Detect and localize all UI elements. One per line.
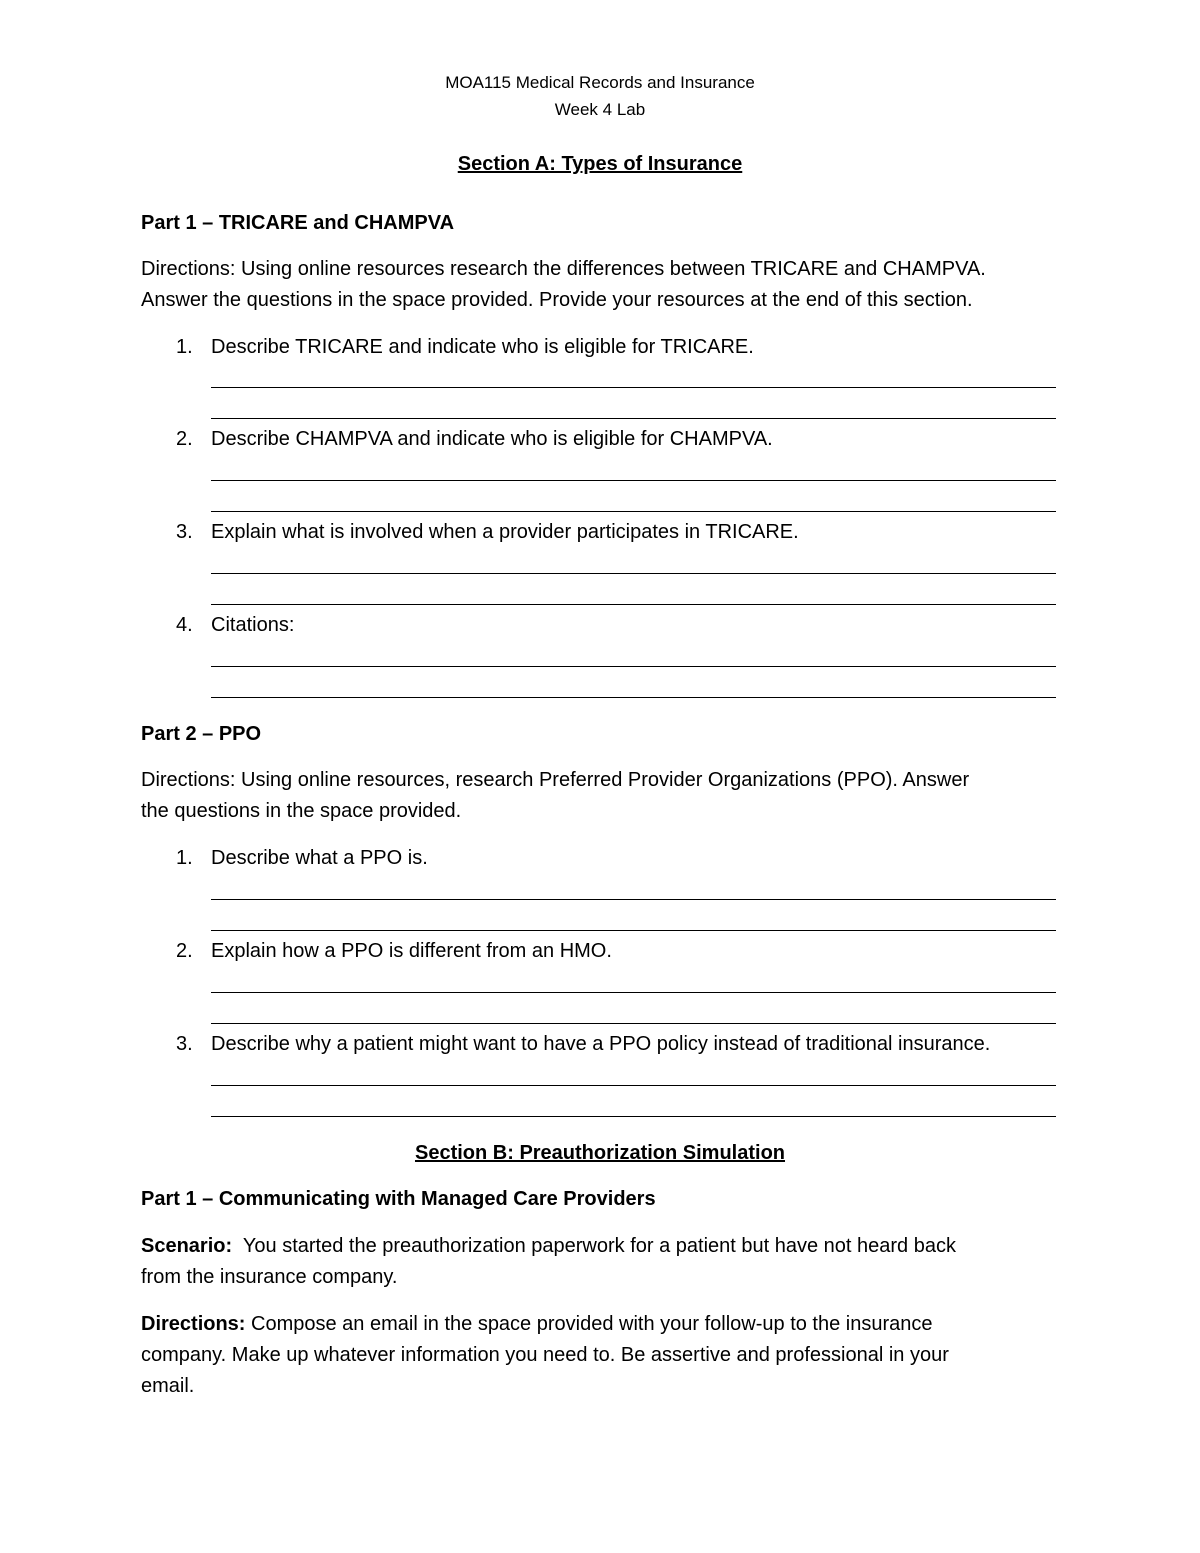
question-text: Describe why a patient might want to have a PPO policy instead of traditional insurance. [211,1033,991,1055]
answer-line[interactable] [211,1023,1056,1024]
directions-line1 [141,1313,933,1336]
directions-text: Compose an email in the space provided with your follow-up to the insurance [245,1313,933,1335]
question-number: 4. [176,614,193,636]
question-number: 2. [176,940,193,962]
answer-line[interactable] [211,1085,1056,1086]
section-a-part2-directions-line1: Directions: Using online resources, research Preferred Provider Organizations (PPO). Answer [141,769,970,791]
document-course-title: MOA115 Medical Records and Insurance [445,73,755,92]
section-a-part1-directions-line1: Directions: Using online resources research the differences between TRICARE and CHAMPVA. [141,258,986,280]
section-b-part1-title: Part 1 – Communicating with Managed Care Providers [141,1188,656,1210]
question-text: Explain what is involved when a provider participates in TRICARE. [211,521,799,543]
answer-line[interactable] [211,930,1056,931]
answer-line[interactable] [211,387,1056,388]
question-number: 1. [176,847,193,869]
question-text: Explain how a PPO is different from an HMO. [211,940,612,962]
section-a-part1-title: Part 1 – TRICARE and CHAMPVA [141,212,455,234]
answer-line[interactable] [211,480,1056,481]
question-text: Describe CHAMPVA and indicate who is eligible for CHAMPVA. [211,428,773,450]
answer-line[interactable] [211,511,1056,512]
question-text: Describe TRICARE and indicate who is eligible for TRICARE. [211,336,754,358]
question-text: Describe what a PPO is. [211,847,428,869]
scenario-text: You started the preauthorization paperwork for a patient but have not heard back [232,1235,956,1257]
answer-line[interactable] [211,604,1056,605]
section-b-title: Section B: Preauthorization Simulation [414,1142,786,1164]
answer-line[interactable] [211,418,1056,419]
section-a-part2-title: Part 2 – PPO [141,723,262,745]
scenario-line2: from the insurance company. [141,1266,398,1288]
answer-line[interactable] [211,573,1056,574]
answer-line[interactable] [211,666,1056,667]
question-number: 3. [176,521,193,543]
section-a-part1-directions-line2: Answer the questions in the space provided. Provide your resources at the end of this section. [141,289,973,311]
scenario-label: Scenario: [141,1235,233,1257]
answer-line[interactable] [211,899,1056,900]
question-number: 3. [176,1033,193,1055]
question-text: Citations: [211,614,295,636]
directions-line2: company. Make up whatever information you need to. Be assertive and professional in your [141,1344,949,1366]
answer-line[interactable] [211,992,1056,993]
section-a-part2-directions-line2: the questions in the space provided. [141,800,462,822]
question-number: 2. [176,428,193,450]
question-number: 1. [176,336,193,358]
scenario-line1 [141,1235,956,1258]
section-a-title: Section A: Types of Insurance [457,153,743,175]
answer-line[interactable] [211,697,1056,698]
document-week-label: Week 4 Lab [554,100,646,119]
answer-line[interactable] [211,1116,1056,1117]
directions-label: Directions: [141,1313,246,1335]
directions-line3: email. [141,1375,195,1397]
